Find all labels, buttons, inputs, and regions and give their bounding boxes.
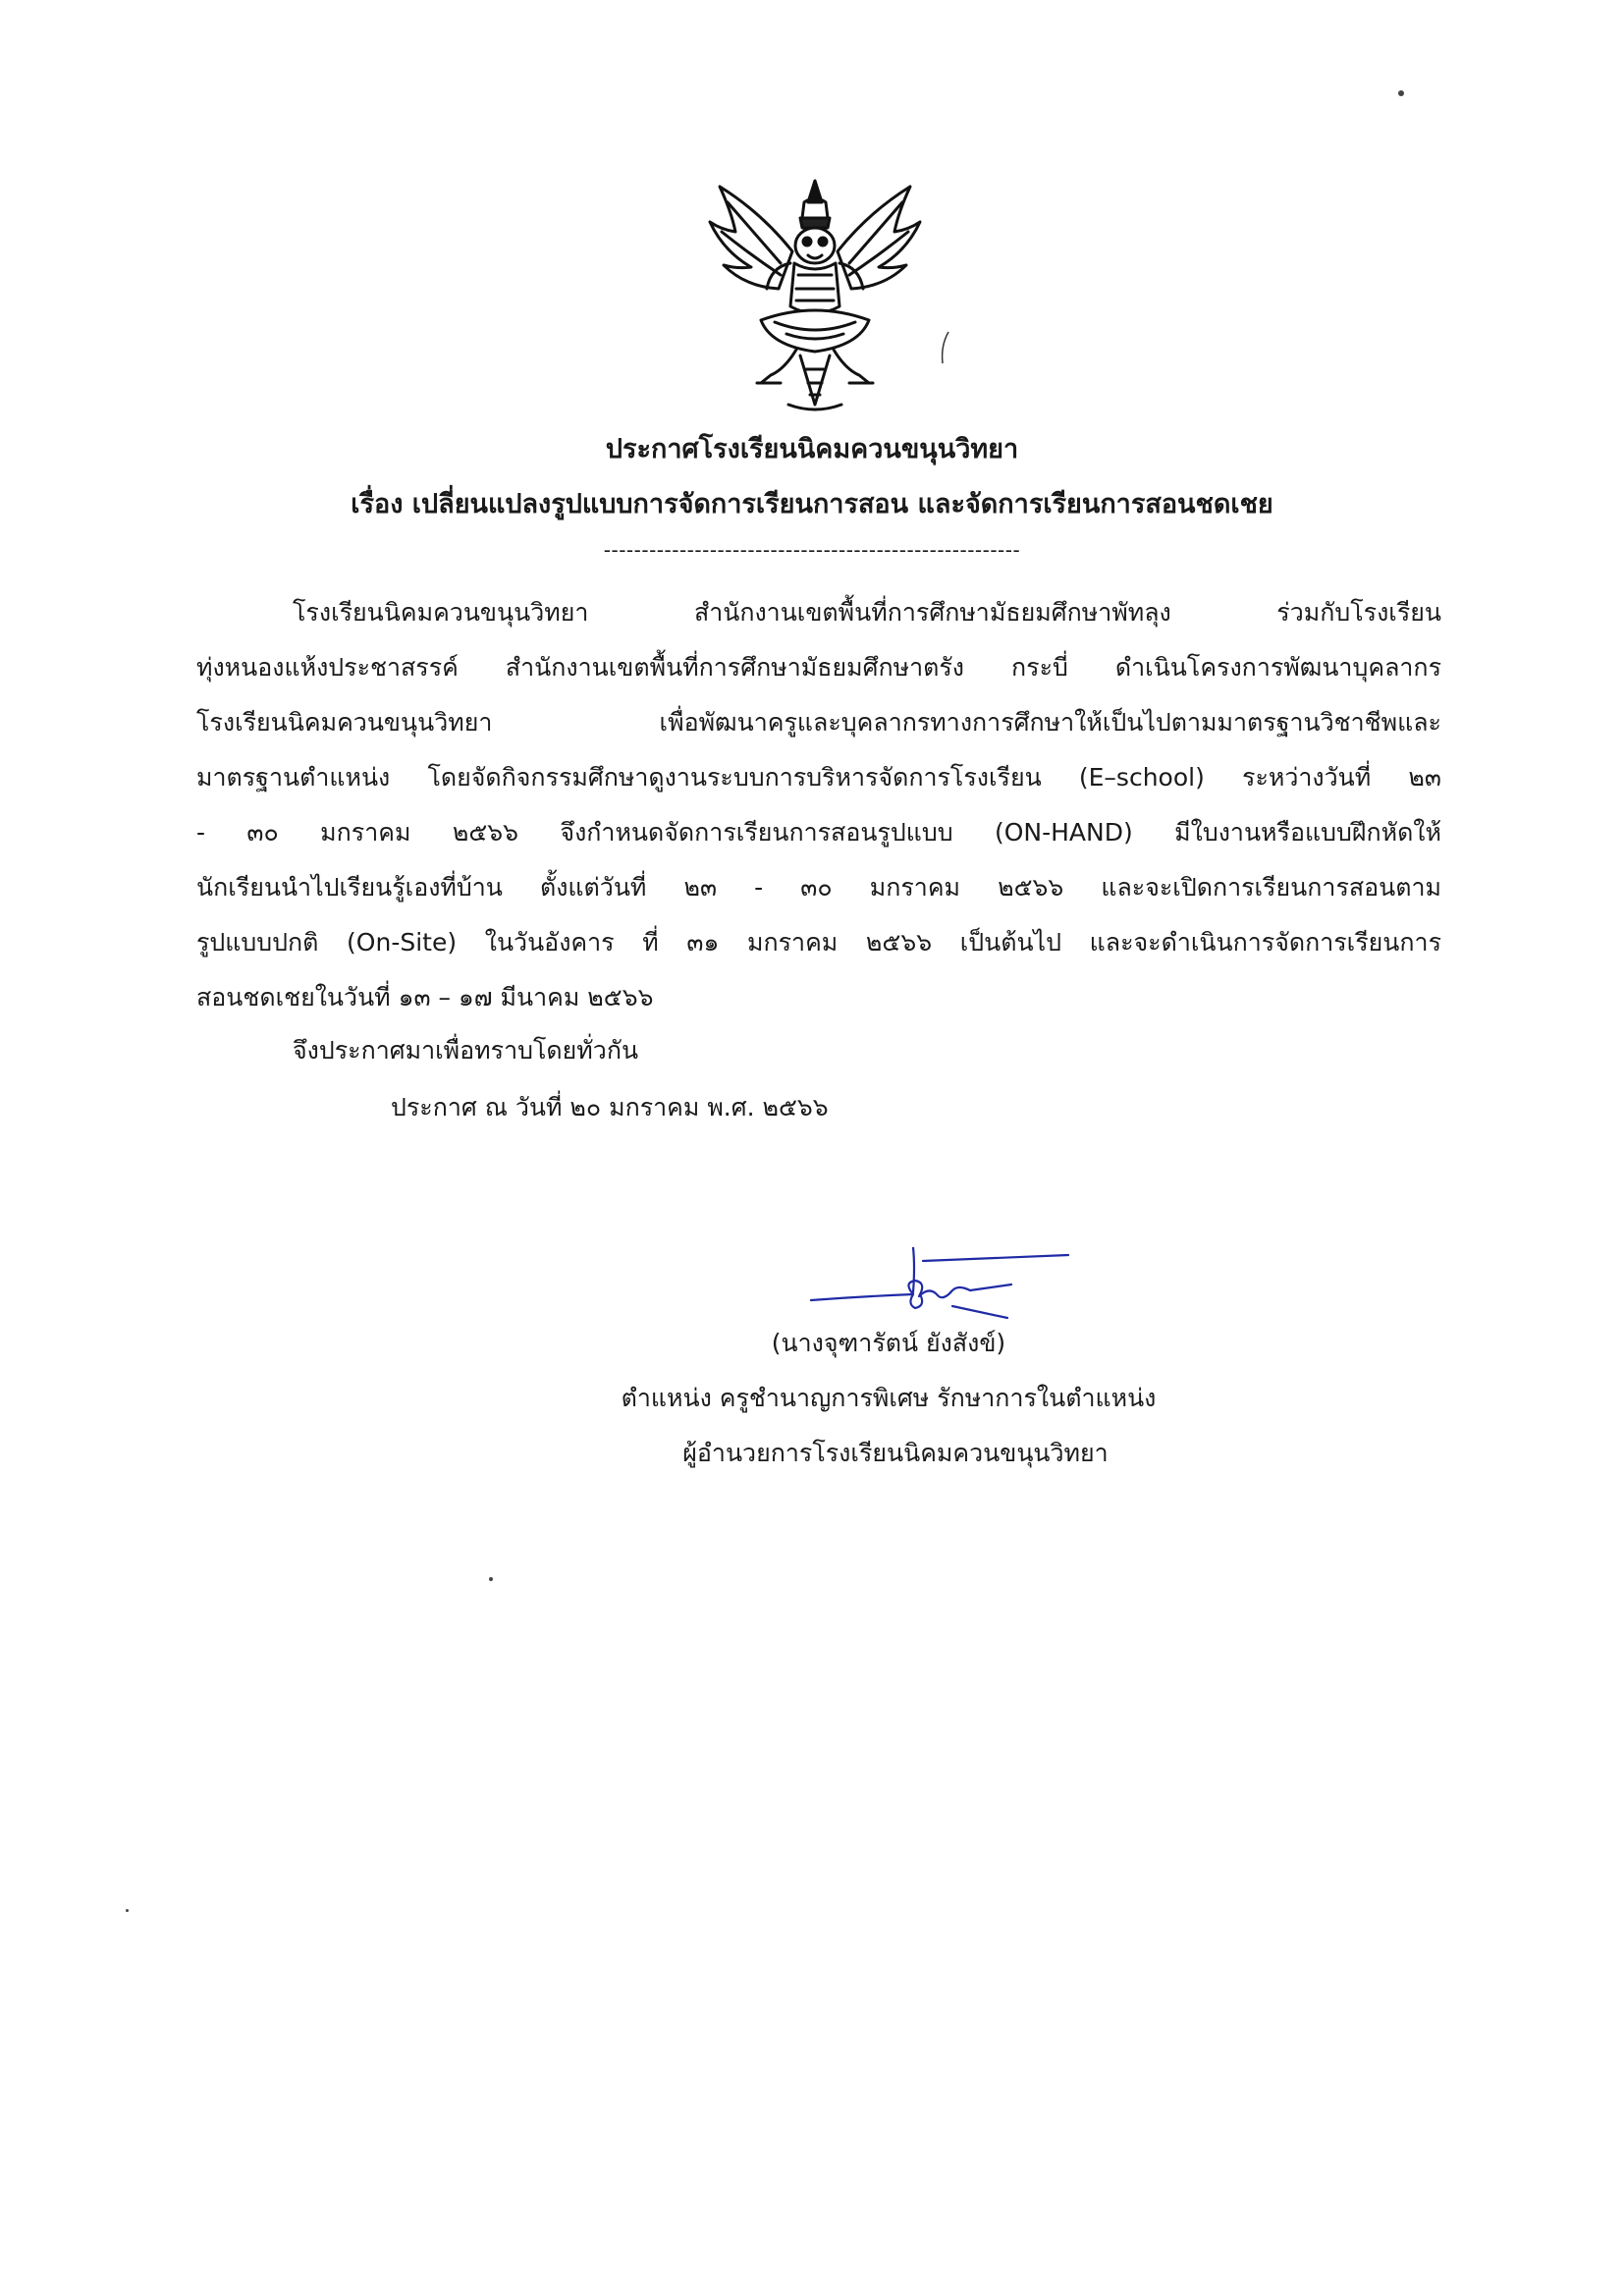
- ink-speck: [1398, 90, 1404, 96]
- signatory-position: ตำแหน่ง ครูชำนาญการพิเศษ รักษาการในตำแหน่ง: [621, 1384, 1157, 1412]
- announcement-title: ประกาศโรงเรียนนิคมควนขนุนวิทยา: [605, 434, 1019, 465]
- body-line: โรงเรียนนิคมควนขนุนวิทยา สำนักงานเขตพื้นที่การศึกษามัธยมศึกษาพัทลุง ร่วมกับโรงเรียน: [293, 598, 1441, 627]
- body-line: - ๓๐ มกราคม ๒๕๖๖ จึงกำหนดจัดการเรียนการสอนรูปแบบ (ON-HAND) มีใบงานหรือแบบฝึกหัดให้: [196, 818, 1441, 847]
- announcement-subject: เรื่อง เปลี่ยนแปลงรูปแบบการจัดการเรียนการสอน และจัดการเรียนการสอนชดเชย: [351, 489, 1273, 519]
- ink-speck: [489, 1577, 493, 1581]
- body-line: รูปแบบปกติ (On-Site) ในวันอังคาร ที่ ๓๑ มกราคม ๒๕๖๖ เป็นต้นไป และจะดำเนินการจัดการเรียนการ: [196, 928, 1441, 957]
- handwritten-signature-icon: [805, 1247, 1080, 1326]
- body-line: นักเรียนนำไปเรียนรู้เองที่บ้าน ตั้งแต่วันที่ ๒๓ - ๓๐ มกราคม ๒๕๖๖ และจะเปิดการเรียนการสอนตาม: [196, 873, 1441, 902]
- garuda-emblem-icon: [702, 173, 928, 418]
- signatory-name: (นางจุฑารัตน์ ยังสังข์): [771, 1329, 1006, 1357]
- closing-statement: จึงประกาศมาเพื่อทราบโดยทั่วกัน: [293, 1036, 639, 1065]
- body-line: มาตรฐานตำแหน่ง โดยจัดกิจกรรมศึกษาดูงานระบบการบริหารจัดการโรงเรียน (E–school) ระหว่างวันที่ ๒๓: [196, 763, 1441, 792]
- ink-speck: [126, 1909, 129, 1912]
- body-line: ทุ่งหนองแห้งประชาสรรค์ สำนักงานเขตพื้นที่การศึกษามัธยมศึกษาตรัง กระบี่ ดำเนินโครงการพัฒนาบุคลากร: [196, 653, 1441, 682]
- signatory-organization: ผู้อำนวยการโรงเรียนนิคมควนขนุนวิทยา: [682, 1439, 1109, 1467]
- pen-mark-icon: [939, 330, 950, 365]
- separator-line: -------------------------------------------------------: [603, 538, 1021, 562]
- body-line: โรงเรียนนิคมควนขนุนวิทยา เพื่อพัฒนาครูและบุคลากรทางการศึกษาให้เป็นไปตามมาตรฐานวิชาชีพและ: [196, 708, 1441, 737]
- body-line: สอนชดเชยในวันที่ ๑๓ – ๑๗ มีนาคม ๒๕๖๖: [196, 983, 654, 1011]
- announcement-date: ประกาศ ณ วันที่ ๒๐ มกราคม พ.ศ. ๒๕๖๖: [391, 1093, 829, 1121]
